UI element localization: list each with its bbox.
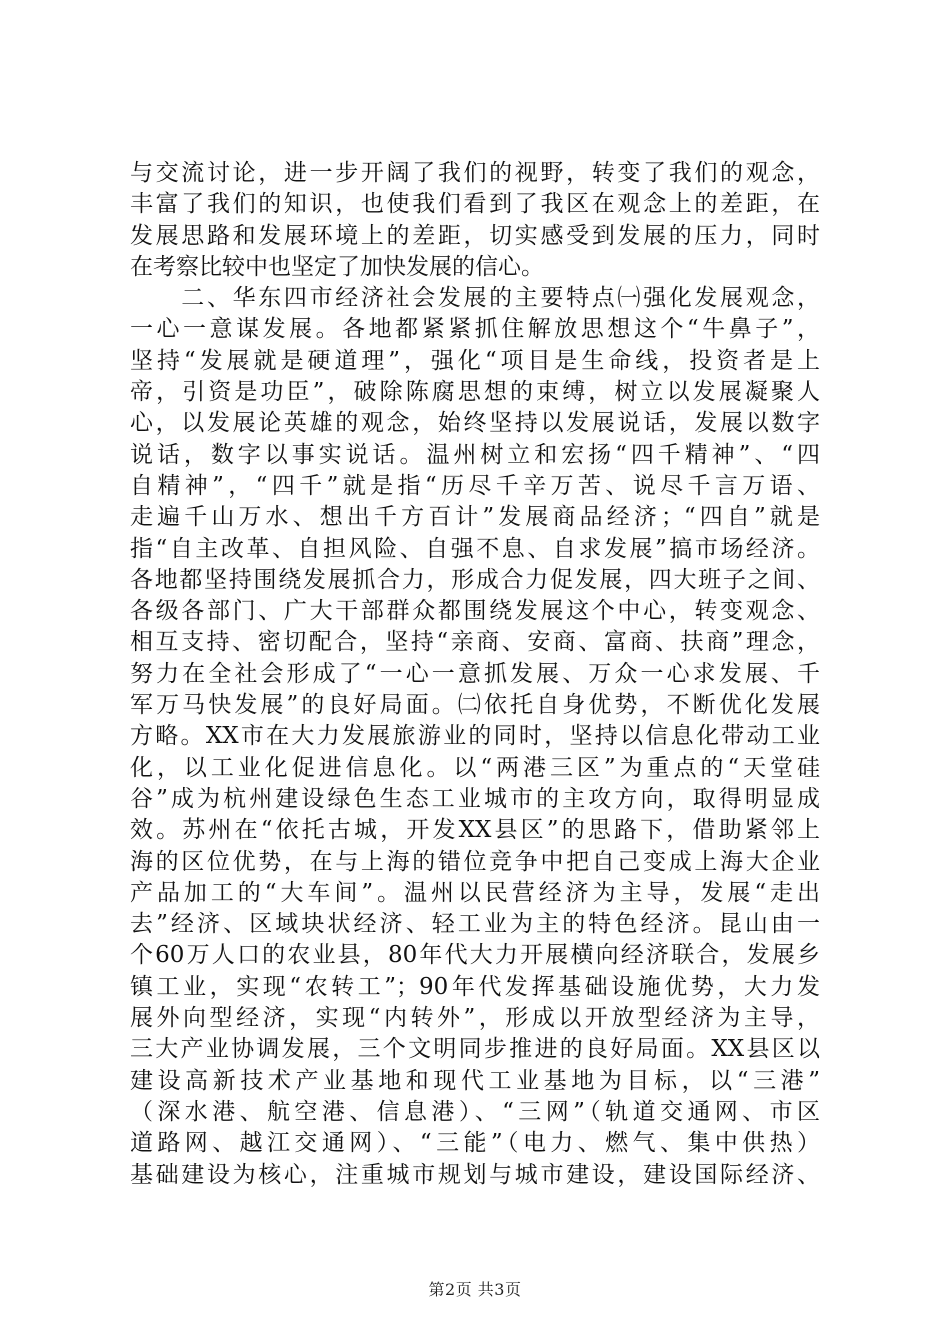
text-line: 三大产业协调发展，三个文明同步推进的良好局面。XX县区以: [130, 1036, 820, 1063]
text-line: 效。苏州在“依托古城，开发XX县区”的思路下，借助紧邻上: [130, 817, 820, 844]
text-line: 帝，引资是功臣”，破除陈腐思想的束缚，树立以发展凝聚人: [130, 379, 820, 406]
text-line: 去”经济、区域块状经济、轻工业为主的特色经济。昆山由一: [130, 911, 820, 938]
page-footer: 第2页 共3页: [428, 1280, 522, 1299]
text-line: 心，以发展论英雄的观念，始终坚持以发展说话，发展以数字: [130, 410, 820, 437]
text-line: 努力在全社会形成了“一心一意抓发展、万众一心求发展、千: [130, 660, 820, 687]
text-line: 坚持“发展就是硬道理”，强化“项目是生命线，投资者是上: [130, 347, 820, 374]
text-line: 自精神”，“四千”就是指“历尽千辛万苦、说尽千言万语、: [130, 472, 820, 499]
text-line: 化，以工业化促进信息化。以“两港三区”为重点的“天堂硅: [130, 754, 820, 781]
text-line: 建设高新技术产业基地和现代工业基地为目标，以“三港”: [130, 1067, 820, 1094]
text-line: 展外向型经济，实现“内转外”，形成以开放型经济为主导，: [130, 1005, 820, 1032]
text-line: 二、华东四市经济社会发展的主要特点㈠强化发展观念，: [130, 285, 820, 312]
text-line: 产品加工的“大车间”。温州以民营经济为主导，发展“走出: [130, 879, 820, 906]
text-line: （深水港、航空港、信息港）、“三网”（轨道交通网、市区: [130, 1098, 820, 1125]
text-line: 发展思路和发展环境上的差距，切实感受到发展的压力，同时: [130, 222, 820, 249]
text-line: 海的区位优势，在与上海的错位竞争中把自己变成上海大企业: [130, 848, 820, 875]
text-line: 方略。XX市在大力发展旅游业的同时，坚持以信息化带动工业: [130, 723, 820, 750]
text-line: 在考察比较中也坚定了加快发展的信心。: [130, 253, 544, 280]
text-line: 相互支持、密切配合，坚持“亲商、安商、富商、扶商”理念，: [130, 629, 820, 656]
text-line: 镇工业，实现“农转工”；90年代发挥基础设施优势，大力发: [130, 973, 820, 1000]
text-line: 谷”成为杭州建设绿色生态工业城市的主攻方向，取得明显成: [130, 785, 820, 812]
text-line: 走遍千山万水、想出千方百计”发展商品经济；“四自”就是: [130, 504, 820, 531]
text-line: 说话，数字以事实说话。温州树立和宏扬“四千精神”、“四: [130, 441, 820, 468]
document-body: [130, 158, 820, 1191]
text-line: 个60万人口的农业县，80年代大力开展横向经济联合，发展乡: [130, 942, 820, 969]
text-line: 与交流讨论，进一步开阔了我们的视野，转变了我们的观念，: [130, 160, 820, 186]
text-line: 丰富了我们的知识，也使我们看到了我区在观念上的差距，在: [130, 191, 820, 218]
text-line: 各地都坚持围绕发展抓合力，形成合力促发展，四大班子之间、: [130, 566, 820, 593]
text-line: 军万马快发展”的良好局面。㈡依托自身优势，不断优化发展: [130, 692, 820, 719]
text-line: 基础建设为核心，注重城市规划与城市建设，建设国际经济、: [130, 1161, 820, 1188]
text-line: 各级各部门、广大干部群众都围绕发展这个中心，转变观念、: [130, 598, 820, 625]
text-line: 指“自主改革、自担风险、自强不息、自求发展”搞市场经济。: [130, 535, 820, 562]
text-line: 道路网、越江交通网）、“三能”（电力、燃气、集中供热）: [130, 1130, 820, 1157]
text-line: 一心一意谋发展。各地都紧紧抓住解放思想这个“牛鼻子”，: [130, 316, 820, 343]
